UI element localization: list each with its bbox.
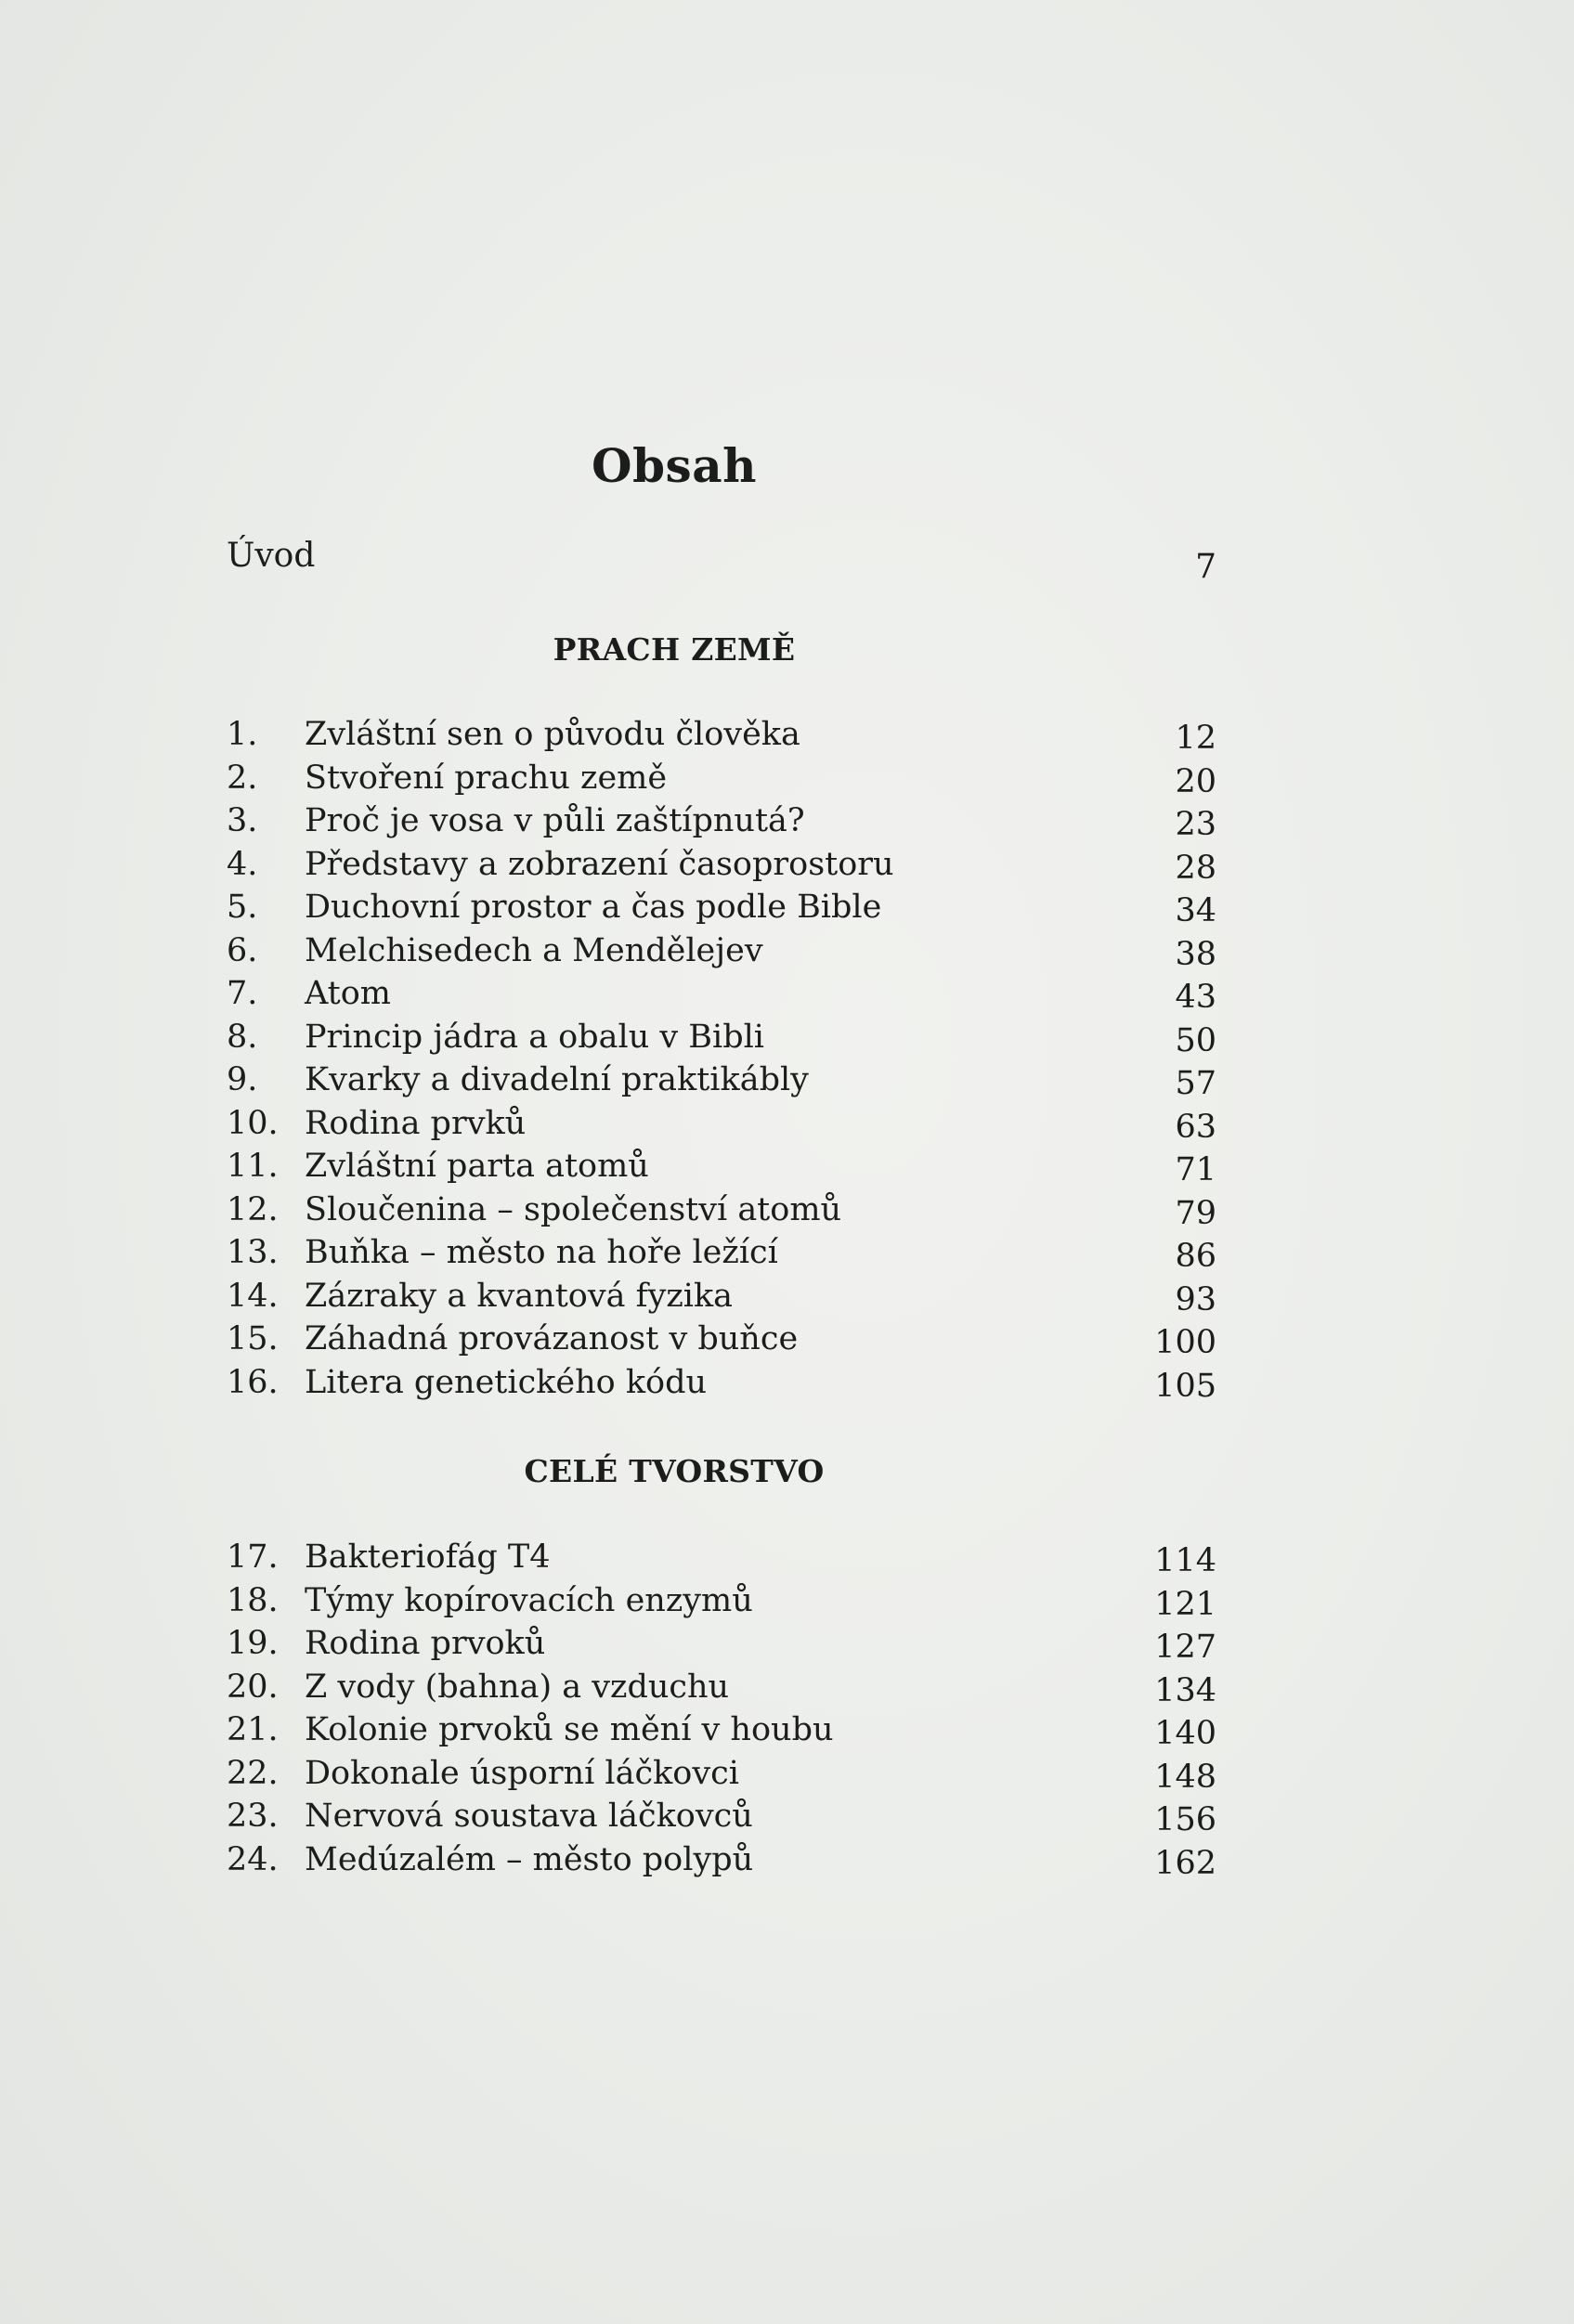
- toc-entry-page-number: 50: [1175, 1021, 1216, 1059]
- toc-entry-number: 21.: [227, 1711, 279, 1748]
- toc-entry-number: 12.: [227, 1190, 279, 1228]
- toc-list-section-2: [227, 1536, 1216, 1881]
- toc-entry: [227, 1102, 1216, 1146]
- toc-entry-title: Z vody (bahna) a vzduchu: [305, 1668, 730, 1706]
- toc-entry-number: 5.: [227, 889, 258, 926]
- toc-entry-number: 23.: [227, 1798, 279, 1835]
- toc-entry-title: Záhadná provázanost v buňce: [305, 1320, 799, 1357]
- toc-entry-title: Představy a zobrazení časoprostoru: [305, 845, 894, 883]
- toc-entry-title: Buňka – město na hoře ležící: [305, 1234, 778, 1271]
- toc-entry-page-number: 93: [1175, 1280, 1216, 1318]
- toc-entry-page-number: 20: [1175, 762, 1216, 800]
- toc-entry-number: 20.: [227, 1668, 279, 1706]
- toc-entry-title: Bakteriofág T4: [305, 1539, 551, 1576]
- toc-entry-number: 13.: [227, 1234, 279, 1271]
- toc-entry-page-number: 79: [1175, 1194, 1216, 1232]
- toc-entry-title: Rodina prvků: [305, 1104, 527, 1142]
- toc-entry: [227, 843, 1216, 887]
- toc-entry: [227, 799, 1216, 843]
- toc-entry-page-number: 71: [1175, 1151, 1216, 1188]
- toc-entry-number: 2.: [227, 759, 258, 797]
- toc-entry-number: 17.: [227, 1539, 279, 1576]
- toc-entry-page-number: 121: [1154, 1585, 1216, 1623]
- toc-entry-title: Kvarky a divadelní praktikábly: [305, 1061, 809, 1098]
- toc-entry-page-number: 86: [1175, 1238, 1216, 1275]
- toc-entry-number: 19.: [227, 1625, 279, 1662]
- toc-entry: [227, 1318, 1216, 1361]
- toc-entry-number: 11.: [227, 1148, 279, 1185]
- toc-entry: [227, 1361, 1216, 1405]
- toc-entry: [227, 1666, 1216, 1709]
- toc-entry: [227, 1622, 1216, 1666]
- toc-entry: [227, 886, 1216, 929]
- intro-page-number: 7: [1195, 548, 1216, 586]
- toc-entry-page-number: 114: [1154, 1542, 1216, 1579]
- toc-entry: [227, 1058, 1216, 1102]
- toc-entry: [227, 1752, 1216, 1796]
- toc-entry-number: 10.: [227, 1104, 279, 1142]
- toc-entry-title: Litera genetického kódu: [305, 1363, 708, 1401]
- toc-entry-number: 6.: [227, 931, 258, 969]
- page-title: Obsah: [592, 438, 757, 493]
- toc-entry-title: Melchisedech a Mendělejev: [305, 931, 763, 969]
- toc-entry-title: Zvláštní sen o původu člověka: [305, 716, 800, 753]
- toc-entry-title: Dokonale úsporní láčkovci: [305, 1754, 739, 1792]
- toc-entry-number: 14.: [227, 1277, 279, 1315]
- toc-entry-number: 24.: [227, 1840, 279, 1878]
- toc-entry: [227, 929, 1216, 973]
- toc-entry-title: Kolonie prvoků se mění v houbu: [305, 1711, 834, 1748]
- toc-entry-number: 18.: [227, 1581, 279, 1619]
- toc-entry: [227, 1536, 1216, 1579]
- toc-entry-number: 16.: [227, 1363, 279, 1401]
- toc-entry-number: 1.: [227, 716, 258, 753]
- toc-entry-number: 22.: [227, 1754, 279, 1792]
- toc-entry-page-number: 105: [1154, 1367, 1216, 1405]
- toc-entry-page-number: 148: [1154, 1758, 1216, 1796]
- toc-entry-title: Týmy kopírovacích enzymů: [305, 1581, 753, 1619]
- intro-label: Úvod: [227, 537, 316, 575]
- toc-entry-number: 8.: [227, 1018, 258, 1056]
- toc-entry: [227, 713, 1216, 757]
- toc-entry-title: Nervová soustava láčkovců: [305, 1798, 753, 1835]
- toc-entry-page-number: 57: [1175, 1065, 1216, 1102]
- toc-list-section-1: [227, 713, 1216, 1404]
- toc-entry-number: 15.: [227, 1320, 279, 1357]
- toc-entry: [227, 1275, 1216, 1318]
- toc-entry-page-number: 100: [1154, 1324, 1216, 1361]
- toc-intro-row: [227, 537, 1216, 586]
- toc-entry: [227, 1838, 1216, 1882]
- toc-entry: [227, 1795, 1216, 1838]
- toc-entry-title: Zvláštní parta atomů: [305, 1148, 649, 1185]
- toc-entry-title: Stvoření prachu země: [305, 759, 668, 797]
- toc-entry-title: Sloučenina – společenství atomů: [305, 1190, 842, 1228]
- toc-entry-title: Rodina prvoků: [305, 1625, 546, 1662]
- toc-entry: [227, 972, 1216, 1016]
- toc-entry: [227, 1016, 1216, 1059]
- toc-entry-page-number: 156: [1154, 1801, 1216, 1838]
- section-heading: CELÉ TVORSTVO: [524, 1453, 825, 1489]
- toc-entry: [227, 1145, 1216, 1188]
- toc-entry-title: Princip jádra a obalu v Bibli: [305, 1018, 764, 1056]
- toc-entry-number: 3.: [227, 802, 258, 839]
- toc-entry-title: Medúzalém – město polypů: [305, 1840, 754, 1878]
- toc-entry-page-number: 63: [1175, 1108, 1216, 1146]
- toc-entry-page-number: 43: [1175, 979, 1216, 1016]
- toc-entry-page-number: 38: [1175, 935, 1216, 973]
- section-heading: PRACH ZEMĚ: [553, 631, 796, 668]
- toc-entry-page-number: 134: [1154, 1671, 1216, 1709]
- toc-entry-page-number: 12: [1175, 720, 1216, 757]
- toc-entry: [227, 1231, 1216, 1275]
- toc-entry: [227, 1708, 1216, 1752]
- toc-entry-page-number: 162: [1154, 1844, 1216, 1882]
- toc-entry: [227, 1188, 1216, 1232]
- toc-entry-title: Proč je vosa v půli zaštípnutá?: [305, 802, 805, 839]
- toc-entry-number: 9.: [227, 1061, 258, 1098]
- toc-entry-number: 7.: [227, 975, 258, 1012]
- toc-entry-number: 4.: [227, 845, 258, 883]
- toc-entry-page-number: 127: [1154, 1629, 1216, 1666]
- toc-entry: [227, 1579, 1216, 1623]
- toc-entry-page-number: 34: [1175, 892, 1216, 929]
- toc-entry-title: Zázraky a kvantová fyzika: [305, 1277, 734, 1315]
- toc-entry-title: Atom: [305, 975, 391, 1012]
- toc-entry-page-number: 23: [1175, 806, 1216, 843]
- toc-entry-page-number: 140: [1154, 1715, 1216, 1752]
- toc-entry-title: Duchovní prostor a čas podle Bible: [305, 889, 882, 926]
- toc-entry: [227, 757, 1216, 800]
- toc-entry-page-number: 28: [1175, 849, 1216, 887]
